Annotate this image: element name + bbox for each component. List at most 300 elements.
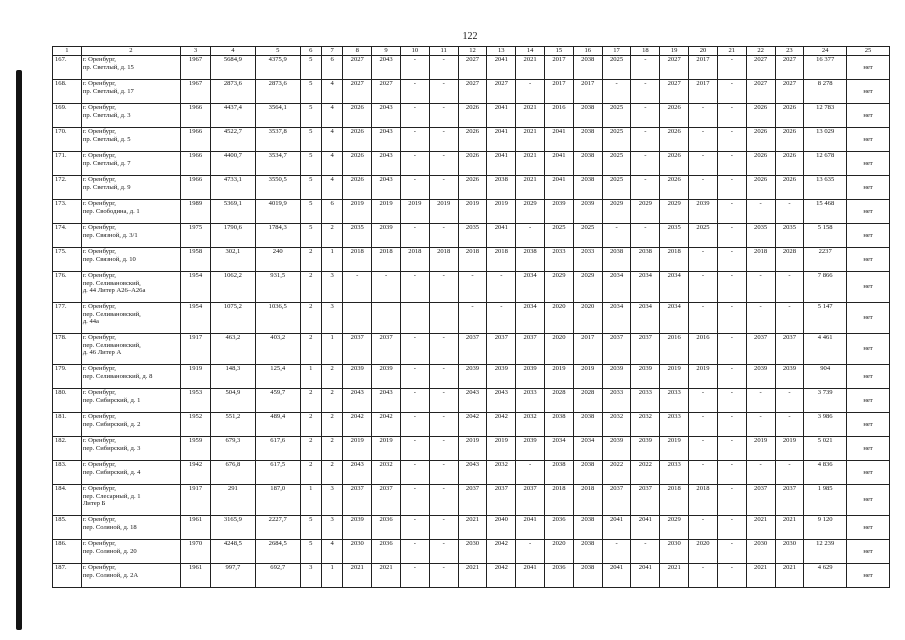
data-cell: 2041	[602, 564, 631, 588]
data-cell: 2043	[372, 176, 401, 200]
data-cell: -	[689, 272, 718, 303]
address-line: г. Оренбург,	[82, 365, 116, 372]
data-cell: -	[689, 303, 718, 334]
data-cell: 2039	[516, 365, 545, 389]
data-cell: -	[689, 128, 718, 152]
data-cell: 2021	[372, 564, 401, 588]
data-cell: 3	[321, 272, 342, 303]
data-cell	[372, 303, 401, 334]
row-number: 178.	[53, 334, 82, 365]
row-number: 169.	[53, 104, 82, 128]
data-cell: 2034	[516, 272, 545, 303]
data-cell: 3	[321, 516, 342, 540]
data-cell: -	[429, 365, 458, 389]
data-cell: 2021	[516, 128, 545, 152]
data-cell: 2039	[343, 365, 372, 389]
data-cell: -	[717, 56, 746, 80]
data-cell: 4522,7	[210, 128, 255, 152]
address-line: г. Оренбург,	[82, 540, 116, 547]
data-cell: -	[689, 104, 718, 128]
table-row	[53, 224, 890, 248]
data-cell: нет	[847, 152, 890, 176]
address-line: г. Оренбург,	[82, 80, 116, 87]
data-cell: 2034	[631, 272, 660, 303]
data-cell: -	[516, 224, 545, 248]
address-line: д. 44 Литер А26–А26а	[82, 287, 146, 295]
data-cell: -	[775, 413, 804, 437]
table-row	[53, 272, 890, 303]
data-cell: 2042	[372, 413, 401, 437]
table-row	[53, 303, 890, 334]
data-cell: 2034	[602, 272, 631, 303]
data-cell: 2034	[602, 303, 631, 334]
data-cell: 997,7	[210, 564, 255, 588]
data-cell: 12 678	[804, 152, 847, 176]
data-cell: 679,3	[210, 437, 255, 461]
address-line: пер. Селивановский,	[82, 341, 141, 349]
data-cell: 3	[321, 485, 342, 516]
data-cell: 2034	[631, 303, 660, 334]
address-line: д. 46 Литер А	[82, 349, 122, 357]
data-cell: 2873,6	[255, 80, 300, 104]
data-cell: 2035	[660, 224, 689, 248]
data-cell: -	[429, 485, 458, 516]
data-cell: 2032	[602, 413, 631, 437]
column-number: 11	[429, 47, 458, 56]
data-cell: -	[516, 461, 545, 485]
data-cell: 4	[321, 104, 342, 128]
data-cell: 2038	[573, 104, 602, 128]
data-cell: -	[631, 80, 660, 104]
data-cell: 2026	[660, 152, 689, 176]
table-row	[53, 564, 890, 588]
data-cell: 2037	[487, 485, 516, 516]
data-cell: 2026	[746, 176, 775, 200]
address-line: г. Оренбург,	[82, 56, 116, 63]
table-row	[53, 200, 890, 224]
row-number: 171.	[53, 152, 82, 176]
data-cell: 2042	[487, 540, 516, 564]
data-cell: 617,5	[255, 461, 300, 485]
data-cell: нет	[847, 365, 890, 389]
data-cell: 2043	[372, 56, 401, 80]
data-cell: 2034	[573, 437, 602, 461]
data-cell: 2021	[746, 516, 775, 540]
data-cell: 2038	[573, 152, 602, 176]
page-number: 122	[462, 31, 478, 42]
table-row	[53, 104, 890, 128]
data-cell: 2019	[458, 200, 487, 224]
address-line: пер. Селивановский, д. 8	[82, 372, 153, 380]
row-number: 170.	[53, 128, 82, 152]
data-cell: -	[717, 176, 746, 200]
data-cell: 2021	[458, 516, 487, 540]
data-cell: 2018	[487, 248, 516, 272]
data-cell: 2037	[746, 485, 775, 516]
data-cell: 187,0	[255, 485, 300, 516]
data-cell: 1989	[181, 200, 211, 224]
data-cell: 2039	[689, 200, 718, 224]
data-cell: -	[400, 485, 429, 516]
data-cell: 2034	[660, 272, 689, 303]
data-cell: 1036,5	[255, 303, 300, 334]
address-line: г. Оренбург,	[82, 248, 116, 255]
scan-edge-bar	[16, 70, 22, 630]
data-cell: нет	[847, 413, 890, 437]
data-cell: -	[746, 461, 775, 485]
data-cell: 1952	[181, 413, 211, 437]
data-cell: -	[717, 128, 746, 152]
data-cell: нет	[847, 461, 890, 485]
address-line: пер. Соляной, д. 2А	[82, 571, 139, 579]
data-cell: 2027	[458, 56, 487, 80]
data-cell: 2038	[573, 540, 602, 564]
row-number: 180.	[53, 389, 82, 413]
data-cell: -	[400, 176, 429, 200]
data-cell: 2037	[631, 334, 660, 365]
data-cell: -	[775, 461, 804, 485]
data-cell: 1062,2	[210, 272, 255, 303]
address-line: г. Оренбург,	[82, 200, 116, 207]
data-cell: 5684,9	[210, 56, 255, 80]
column-number: 7	[321, 47, 342, 56]
data-cell: 2027	[343, 56, 372, 80]
address-line: г. Оренбург,	[82, 303, 116, 310]
address-line: пр. Светлый, д. 17	[82, 87, 134, 95]
row-number: 187.	[53, 564, 82, 588]
data-cell: -	[689, 389, 718, 413]
data-cell: 2021	[458, 564, 487, 588]
data-cell: нет	[847, 516, 890, 540]
housing-register-table	[52, 46, 890, 588]
data-cell: 2043	[458, 389, 487, 413]
row-number: 173.	[53, 200, 82, 224]
data-cell: -	[400, 540, 429, 564]
column-number: 22	[746, 47, 775, 56]
data-cell: 2019	[545, 365, 574, 389]
data-cell: 2039	[775, 365, 804, 389]
data-cell: 5	[300, 56, 321, 80]
data-cell: -	[429, 461, 458, 485]
data-cell: 6	[321, 56, 342, 80]
data-cell: 5	[300, 104, 321, 128]
data-cell: 2041	[487, 152, 516, 176]
data-cell: -	[631, 540, 660, 564]
data-cell: -	[689, 461, 718, 485]
data-cell: 2017	[545, 80, 574, 104]
data-cell: -	[602, 80, 631, 104]
data-cell: 3564,1	[255, 104, 300, 128]
data-cell: -	[343, 272, 372, 303]
data-cell: -	[775, 272, 804, 303]
data-cell: 2021	[516, 56, 545, 80]
data-cell: 4 836	[804, 461, 847, 485]
address-line: пер. Сибирский, д. 1	[82, 396, 141, 404]
data-cell: 1	[321, 248, 342, 272]
data-cell: -	[400, 389, 429, 413]
data-cell: -	[429, 334, 458, 365]
data-cell: 4	[321, 176, 342, 200]
data-cell: 2237	[804, 248, 847, 272]
data-cell: 2036	[372, 540, 401, 564]
data-cell: 2039	[602, 437, 631, 461]
data-cell: 2029	[545, 272, 574, 303]
data-cell: 302,1	[210, 248, 255, 272]
data-cell: -	[631, 176, 660, 200]
data-cell: 2016	[689, 334, 718, 365]
data-cell: 2027	[746, 56, 775, 80]
data-cell: -	[429, 540, 458, 564]
data-cell: 2018	[746, 248, 775, 272]
address-line: пер. Селивановский,	[82, 310, 141, 318]
data-cell: 2028	[545, 389, 574, 413]
data-cell: -	[717, 564, 746, 588]
data-cell: 2028	[573, 389, 602, 413]
data-cell: 2037	[602, 485, 631, 516]
data-cell: 904	[804, 365, 847, 389]
data-cell: 8 278	[804, 80, 847, 104]
data-cell: 2026	[343, 128, 372, 152]
row-number: 172.	[53, 176, 82, 200]
data-cell: 3 986	[804, 413, 847, 437]
data-cell: 2	[300, 389, 321, 413]
table-row	[53, 334, 890, 365]
data-cell: 12 239	[804, 540, 847, 564]
data-cell: 5	[300, 80, 321, 104]
data-cell: 2021	[516, 152, 545, 176]
data-cell: нет	[847, 437, 890, 461]
data-cell: 2038	[545, 413, 574, 437]
data-cell: 13 635	[804, 176, 847, 200]
row-number: 177.	[53, 303, 82, 334]
data-cell: 403,2	[255, 334, 300, 365]
data-cell: 2036	[545, 564, 574, 588]
data-cell: 2026	[746, 152, 775, 176]
data-cell: 2227,7	[255, 516, 300, 540]
data-cell: 2025	[602, 56, 631, 80]
data-cell: 2025	[602, 176, 631, 200]
data-cell: 1954	[181, 272, 211, 303]
address-line: г. Оренбург,	[82, 485, 116, 492]
address-line: пр. Светлый, д. 15	[82, 63, 134, 71]
data-cell: 504,9	[210, 389, 255, 413]
data-cell: нет	[847, 303, 890, 334]
data-cell: 2018	[689, 485, 718, 516]
address-line: пер. Соляной, д. 18	[82, 523, 137, 531]
data-cell: 2037	[343, 334, 372, 365]
data-cell: 2019	[487, 437, 516, 461]
data-cell: -	[717, 516, 746, 540]
data-cell: 1917	[181, 334, 211, 365]
data-cell: 2026	[775, 176, 804, 200]
data-cell: 2041	[516, 564, 545, 588]
data-cell: 2019	[372, 200, 401, 224]
data-cell: 2029	[660, 200, 689, 224]
data-cell: 2039	[372, 365, 401, 389]
data-cell: 2038	[516, 248, 545, 272]
data-cell: 2039	[487, 365, 516, 389]
data-cell: -	[400, 413, 429, 437]
data-cell: 2037	[516, 334, 545, 365]
address-line: г. Оренбург,	[82, 104, 116, 111]
address-cell	[81, 224, 180, 248]
data-cell: -	[602, 540, 631, 564]
data-cell: 4	[321, 152, 342, 176]
data-cell: 2021	[746, 564, 775, 588]
data-cell: 4437,4	[210, 104, 255, 128]
data-cell: нет	[847, 80, 890, 104]
row-number: 184.	[53, 485, 82, 516]
data-cell: 2026	[660, 104, 689, 128]
address-line: г. Оренбург,	[82, 128, 116, 135]
address-line: г. Оренбург,	[82, 437, 116, 444]
data-cell: 2037	[602, 334, 631, 365]
row-number: 175.	[53, 248, 82, 272]
data-cell: 2036	[372, 516, 401, 540]
data-cell: 1958	[181, 248, 211, 272]
data-cell: -	[429, 80, 458, 104]
address-line: г. Оренбург,	[82, 564, 116, 571]
address-line: пр. Светлый, д. 3	[82, 111, 131, 119]
column-number: 8	[343, 47, 372, 56]
data-cell: 2041	[516, 516, 545, 540]
data-cell: -	[717, 334, 746, 365]
data-cell: 2030	[343, 540, 372, 564]
data-cell: 2042	[458, 413, 487, 437]
data-cell: 2041	[545, 128, 574, 152]
data-cell: 2020	[545, 303, 574, 334]
data-cell: 489,4	[255, 413, 300, 437]
data-cell: 148,3	[210, 365, 255, 389]
data-cell: 2039	[545, 200, 574, 224]
data-cell: -	[775, 303, 804, 334]
data-cell: 2017	[689, 80, 718, 104]
data-cell: 1	[321, 334, 342, 365]
data-cell: 2039	[602, 365, 631, 389]
data-cell: 4	[321, 80, 342, 104]
data-cell: -	[400, 564, 429, 588]
data-cell: 1075,2	[210, 303, 255, 334]
data-cell: 2038	[573, 56, 602, 80]
data-cell: 2038	[573, 461, 602, 485]
data-cell: 2037	[487, 334, 516, 365]
data-cell: 2019	[573, 365, 602, 389]
data-cell: 2030	[746, 540, 775, 564]
data-cell: 2	[321, 437, 342, 461]
data-cell: 1919	[181, 365, 211, 389]
table-row	[53, 516, 890, 540]
data-cell: 2028	[775, 248, 804, 272]
data-cell: 2033	[545, 248, 574, 272]
data-cell: -	[429, 437, 458, 461]
table-row	[53, 176, 890, 200]
data-cell: нет	[847, 56, 890, 80]
data-cell: -	[429, 272, 458, 303]
data-cell: 2041	[487, 128, 516, 152]
column-number: 3	[181, 47, 211, 56]
data-cell: -	[429, 413, 458, 437]
data-cell: 2026	[458, 104, 487, 128]
data-cell: 2	[300, 461, 321, 485]
data-cell: 2038	[631, 248, 660, 272]
data-cell: -	[372, 272, 401, 303]
data-cell: 3 739	[804, 389, 847, 413]
data-cell	[400, 303, 429, 334]
data-cell: 2034	[545, 437, 574, 461]
table-row	[53, 413, 890, 437]
data-cell: -	[429, 152, 458, 176]
data-cell: 2034	[516, 303, 545, 334]
address-cell	[81, 56, 180, 80]
data-cell: 2041	[487, 104, 516, 128]
address-line: г. Оренбург,	[82, 176, 116, 183]
address-line: г. Оренбург,	[82, 413, 116, 420]
data-cell: 5	[300, 540, 321, 564]
data-cell: нет	[847, 224, 890, 248]
data-cell: 4733,1	[210, 176, 255, 200]
address-line: д. 44а	[82, 318, 99, 326]
data-cell: 1966	[181, 104, 211, 128]
data-cell: -	[516, 80, 545, 104]
column-number: 2	[81, 47, 180, 56]
column-number: 13	[487, 47, 516, 56]
data-cell: 2032	[487, 461, 516, 485]
data-cell: 2043	[458, 461, 487, 485]
data-cell: 240	[255, 248, 300, 272]
column-number: 17	[602, 47, 631, 56]
data-cell: -	[400, 80, 429, 104]
table-row	[53, 437, 890, 461]
address-line: пр. Светлый, д. 7	[82, 159, 131, 167]
data-cell: -	[429, 516, 458, 540]
data-cell: нет	[847, 104, 890, 128]
data-cell: 125,4	[255, 365, 300, 389]
data-cell: 2026	[746, 104, 775, 128]
data-cell: 3534,7	[255, 152, 300, 176]
data-cell: нет	[847, 485, 890, 516]
data-cell: 2039	[516, 437, 545, 461]
data-cell: 2017	[545, 56, 574, 80]
data-cell: 2037	[343, 485, 372, 516]
data-cell: 2035	[746, 224, 775, 248]
data-cell: 2025	[545, 224, 574, 248]
data-cell: 2041	[545, 152, 574, 176]
data-cell: 2037	[631, 485, 660, 516]
address-cell	[81, 128, 180, 152]
address-cell	[81, 437, 180, 461]
data-cell: 9 120	[804, 516, 847, 540]
data-cell: 2020	[573, 303, 602, 334]
data-cell: 2041	[631, 516, 660, 540]
data-cell: 6	[321, 200, 342, 224]
column-number: 6	[300, 47, 321, 56]
column-number: 21	[717, 47, 746, 56]
data-cell: 551,2	[210, 413, 255, 437]
row-number: 181.	[53, 413, 82, 437]
data-cell: 1961	[181, 564, 211, 588]
data-cell: 1959	[181, 437, 211, 461]
data-cell: 2029	[573, 272, 602, 303]
data-cell: 4 461	[804, 334, 847, 365]
address-line: пер. Сибирский, д. 4	[82, 468, 141, 476]
data-cell: 2025	[689, 224, 718, 248]
data-cell: 617,6	[255, 437, 300, 461]
data-cell: 1 985	[804, 485, 847, 516]
data-cell: 2043	[372, 128, 401, 152]
table-row	[53, 540, 890, 564]
data-cell: 2019	[458, 437, 487, 461]
data-cell: -	[458, 303, 487, 334]
